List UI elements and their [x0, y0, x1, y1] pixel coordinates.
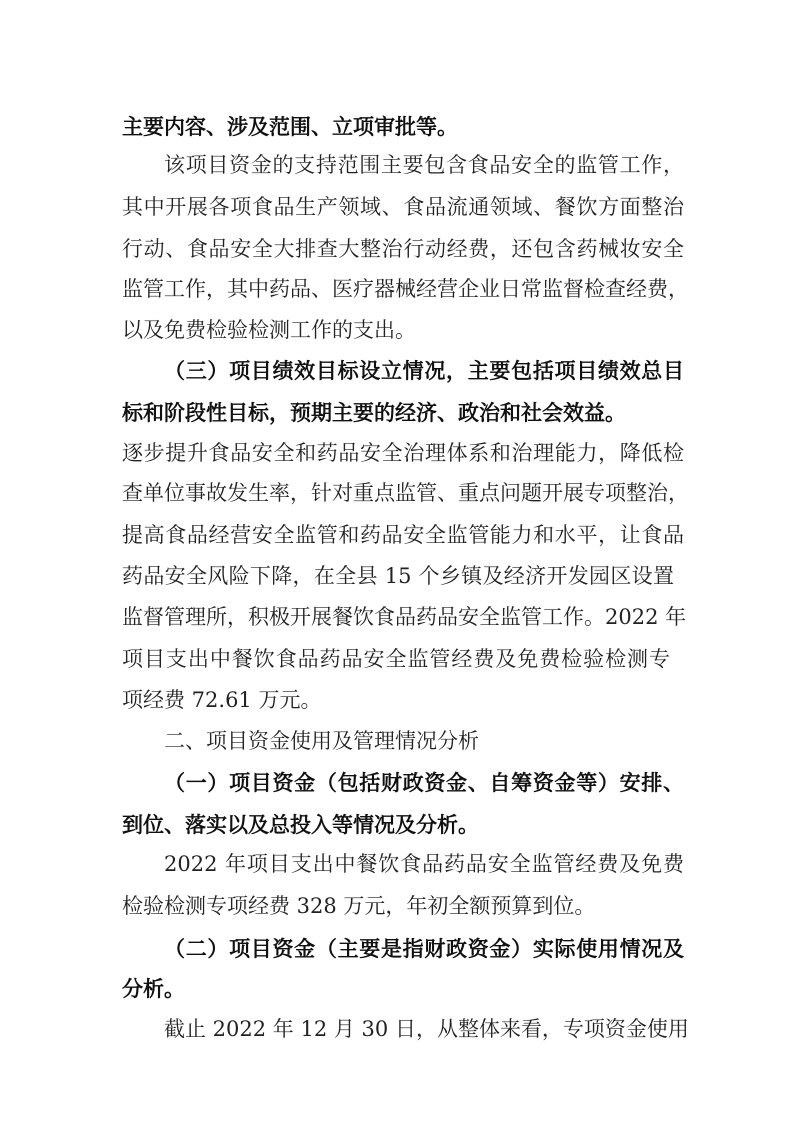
paragraph-line: 药品安全风险下降，在全县 15 个乡镇及经济开发园区设置 — [122, 564, 674, 588]
section-heading-1: 到位、落实以及总投入等情况及分析。 — [122, 813, 479, 837]
paragraph-line: 监管工作，其中药品、医疗器械经营企业日常监督检查经费， — [122, 277, 689, 301]
paragraph-line: 项经费 72.61 万元。 — [122, 688, 322, 712]
section-heading-2: 分析。 — [122, 977, 185, 1001]
paragraph-line: 该项目资金的支持范围主要包含食品安全的监管工作， — [164, 153, 684, 177]
section-heading-2: （二）项目资金（主要是指财政资金）实际使用情况及 — [164, 937, 684, 961]
paragraph-line: 其中开展各项食品生产领域、食品流通领域、餐饮方面整治 — [122, 195, 684, 219]
section-heading-1: （一）项目资金（包括财政资金、自筹资金等）安排、 — [164, 771, 684, 795]
paragraph-line: 检验检测专项经费 328 万元，年初全额预算到位。 — [122, 894, 596, 918]
paragraph-line: 项目支出中餐饮食品药品安全监管经费及免费检验检测专 — [122, 647, 670, 671]
section-heading-3: 标和阶段性目标，预期主要的经济、政治和社会效益。 — [122, 401, 626, 425]
paragraph-line: 以及免费检验检测工作的支出。 — [122, 318, 416, 342]
chapter-heading-2: 二、项目资金使用及管理情况分析 — [164, 729, 479, 753]
paragraph-line: 行动、食品安全大排查大整治行动经费，还包含药械妆安全 — [122, 237, 684, 261]
paragraph-line: 提高食品经营安全监管和药品安全监管能力和水平，让食品 — [122, 523, 684, 547]
paragraph-line: 截止 2022 年 12 月 30 日，从整体来看，专项资金使用 — [164, 1017, 689, 1041]
paragraph-line: 查单位事故发生率，针对重点监管、重点问题开展专项整治， — [122, 481, 689, 505]
heading-continuation: 主要内容、涉及范围、立项审批等。 — [122, 115, 458, 139]
paragraph-line: 监督管理所，积极开展餐饮食品药品安全监管工作。2022 年 — [122, 605, 687, 629]
paragraph-line: 逐步提升食品安全和药品安全治理体系和治理能力，降低检 — [122, 441, 684, 465]
paragraph-line: 2022 年项目支出中餐饮食品药品安全监管经费及免费 — [164, 852, 684, 876]
section-heading-3: （三）项目绩效目标设立情况，主要包括项目绩效总目 — [164, 359, 684, 383]
